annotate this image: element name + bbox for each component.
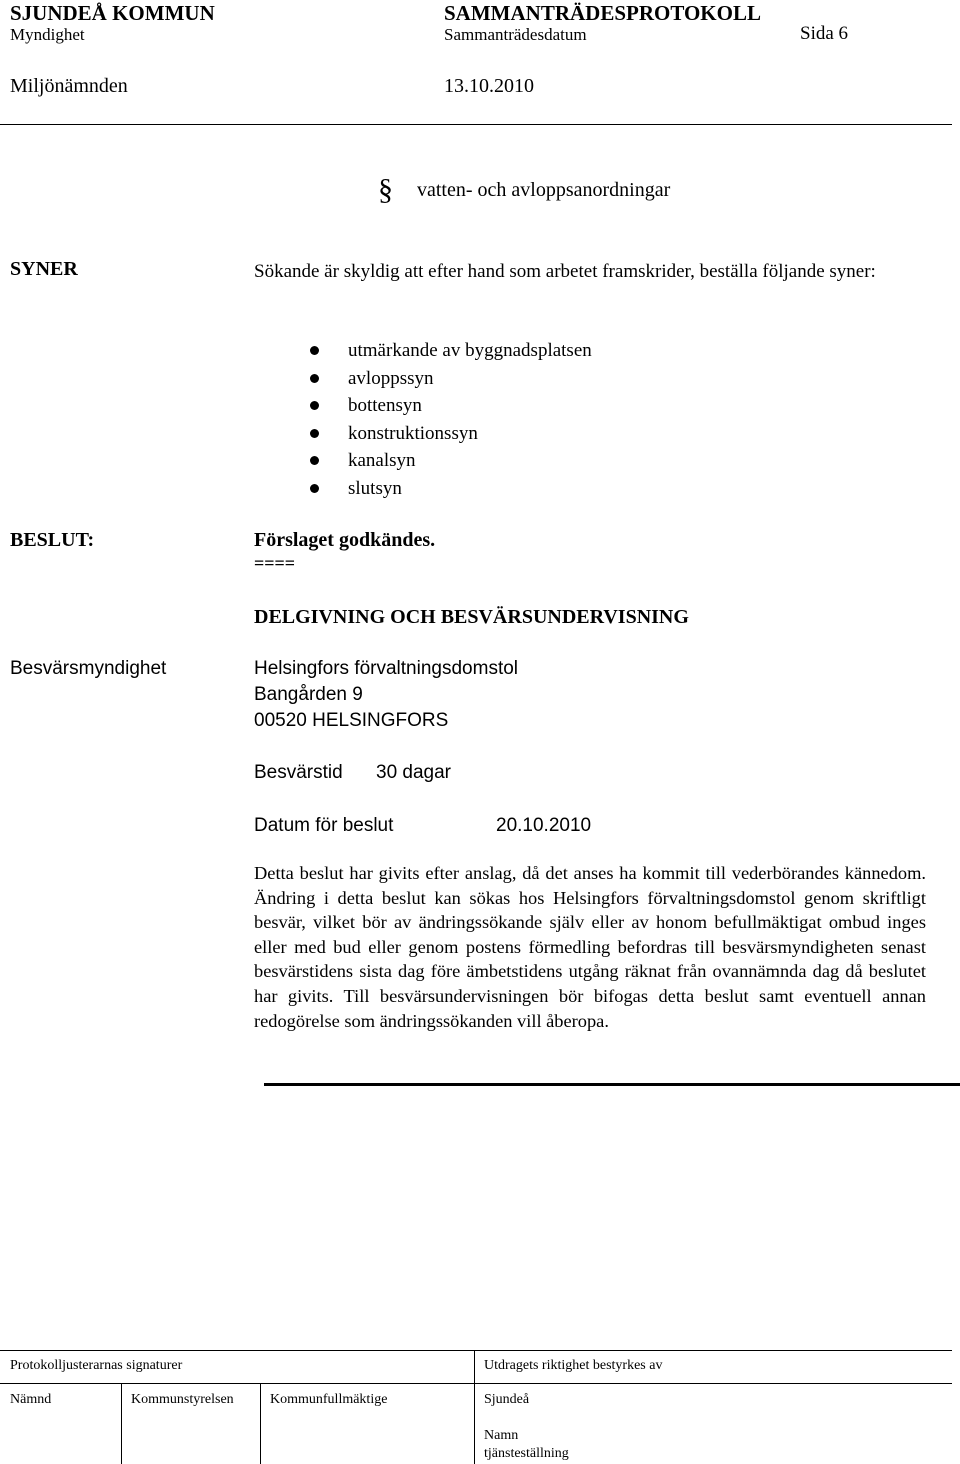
appeal-court: Helsingfors förvaltningsdomstol [254, 658, 519, 679]
appeal-instructions: Detta beslut har givits efter anslag, då det anses ha kommit till vederbörandes kännedom. Ändring i detta beslut kan sökas hos Helsingfors förvaltningsdomstol genom skriftligt besvär, vilket bör av ändringssökande själv eller av honom befullmäktigat ombud inges eller med bud eller genom postens förmedling befordras till besvärsmyndigheten senast besvärstidens sista dag före ämbetstidens utgång räknat från ovannämnda dag då beslutet har givits. Till besvärsundervisningen bör bifogas detta beslut samt eventuell annan redogörelse som ändringssökanden vill åberopa. [254, 863, 926, 1031]
bullet-icon [310, 429, 319, 438]
bullet-icon [310, 401, 319, 410]
header-rule [0, 124, 952, 125]
footer-place: Sjundeå [484, 1392, 530, 1407]
decision-date-label: Datum för beslut [254, 815, 394, 836]
footer-col-board: Nämnd [10, 1392, 52, 1407]
decision-label: BESLUT: [10, 529, 95, 551]
page-number: Sida 6 [800, 23, 849, 44]
decision-date: 20.10.2010 [496, 815, 592, 836]
section-subject: vatten- och avloppsanordningar [417, 179, 671, 201]
appeal-period-label: Besvärstid [254, 762, 343, 783]
bullet-icon [310, 484, 319, 493]
footer-divider [474, 1350, 475, 1464]
bullet-icon [310, 346, 319, 355]
authority-name: Miljönämnden [10, 75, 128, 97]
appeal-street: Bangården 9 [254, 684, 363, 705]
meeting-date: 13.10.2010 [444, 75, 534, 97]
list-item: avloppssyn [310, 365, 592, 393]
appeal-heading: DELGIVNING OCH BESVÄRSUNDERVISNING [254, 606, 689, 628]
decision-text: Förslaget godkändes. [254, 529, 436, 551]
bullet-icon [310, 456, 319, 465]
municipality-name: SJUNDEÅ KOMMUN [10, 1, 215, 25]
bullet-icon [310, 374, 319, 383]
list-item: slutsyn [310, 475, 592, 503]
footer-top-rule [0, 1350, 952, 1351]
list-item: utmärkande av byggnadsplatsen [310, 337, 592, 365]
list-item: kanalsyn [310, 447, 592, 475]
footer-mid-rule [0, 1383, 952, 1384]
appeal-authority-label: Besvärsmyndighet [10, 658, 167, 679]
footer-col-divider-2 [260, 1384, 261, 1464]
appeal-postal: 00520 HELSINGFORS [254, 710, 449, 731]
footer-name-label: Namn [484, 1428, 519, 1443]
footer-col-executive: Kommunstyrelsen [131, 1392, 234, 1407]
footer-title-label: tjänsteställning [484, 1446, 569, 1461]
authority-label: Myndighet [10, 25, 85, 44]
signatures-label: Protokolljusterarnas signaturer [10, 1358, 183, 1373]
meeting-date-label: Sammanträdesdatum [444, 25, 587, 44]
footer-col-divider-1 [121, 1384, 122, 1464]
list-item: konstruktionssyn [310, 420, 592, 448]
appeal-period-value: 30 dagar [376, 762, 452, 783]
decision-separator: ==== [254, 553, 296, 573]
document-type: SAMMANTRÄDESPROTOKOLL [444, 1, 761, 25]
syner-text: Sökande är skyldig att efter hand som arbetet framskrider, beställa följande syner: [254, 261, 876, 282]
list-item: bottensyn [310, 392, 592, 420]
inspection-list [310, 337, 592, 503]
end-rule [264, 1083, 960, 1086]
syner-label: SYNER [10, 258, 78, 280]
section-sign: § [378, 173, 393, 206]
footer-col-council: Kommunfullmäktige [270, 1392, 388, 1407]
certified-label: Utdragets riktighet bestyrkes av [484, 1358, 663, 1373]
